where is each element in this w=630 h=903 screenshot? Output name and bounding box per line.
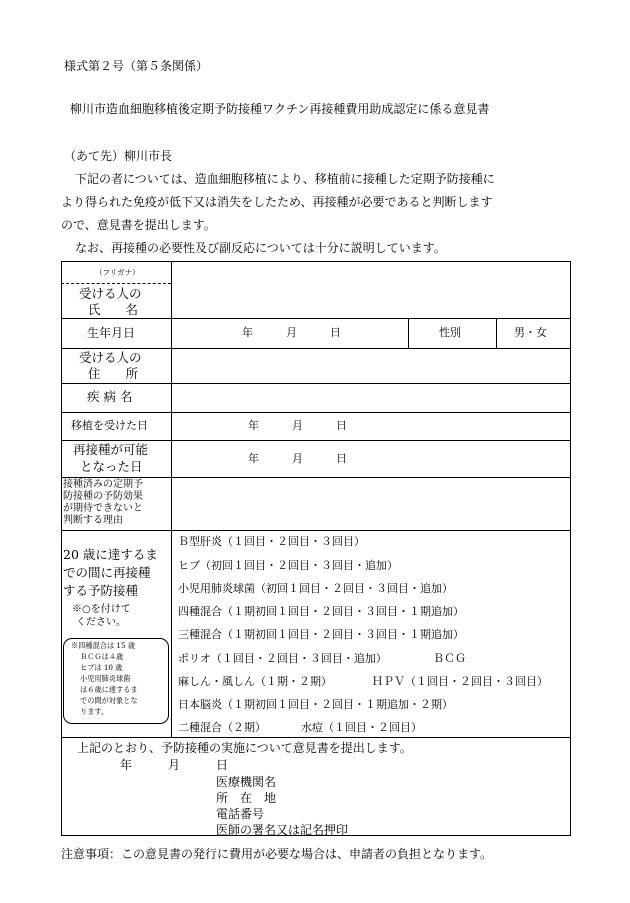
disease-label: 疾 病 名 <box>87 389 133 404</box>
age-note-line1: ※四種混合は 15 歳 <box>71 641 136 650</box>
age-note-line2: ＢＣＧは４歳 <box>80 652 124 661</box>
transplant-date-field[interactable]: 年 月 日 <box>248 419 347 432</box>
name-label-line1: 受ける人の <box>79 286 142 301</box>
age-note-line4: 小児用肺炎球菌 <box>80 674 131 683</box>
intro-line-2: より得られた免疫が低下又は消失をしたため、再接種が必要であると判断します <box>61 195 493 209</box>
institution-name-label: 医療機関名 <box>216 775 277 789</box>
form-number: 様式第２号（第５条関係） <box>64 59 209 73</box>
institution-address-label: 所 在 地 <box>216 791 277 805</box>
name-label-line2: 氏 名 <box>88 302 139 317</box>
furigana-divider <box>61 283 171 284</box>
phone-number-label: 電話番号 <box>216 807 265 821</box>
reason-label-line4: 判断する理由 <box>63 515 123 526</box>
vaccine-option-pneumococcal[interactable]: 小児用肺炎球菌（初回１回目・２回目・３回目・追加） <box>178 582 453 595</box>
vaccine-option-polio[interactable]: ポリオ（１回目・２回目・３回目・追加） <box>178 652 387 665</box>
footer-note: 注意事項：この意見書の発行に費用が必要な場合は、申請者の負担となります。 <box>61 847 493 861</box>
reason-label-line3: が期待できないと <box>63 503 143 514</box>
age-note-line5: は６歳に達するま <box>80 685 138 694</box>
birthdate-field[interactable]: 年 月 日 <box>242 326 341 339</box>
vaccine-option-mr[interactable]: 麻しん・風しん（１期・２期） <box>178 675 332 688</box>
intro-line-4: なお、再接種の必要性及び副反応については十分に説明しています。 <box>75 241 446 255</box>
transplant-date-label: 移植を受けた日 <box>71 419 148 432</box>
doctor-signature-label: 医師の署名又は記名押印 <box>216 823 349 837</box>
reason-label-line1: 接種済みの定期予 <box>63 479 143 490</box>
vaccine-option-varicella[interactable]: 水痘（１回目・２回目） <box>301 721 422 734</box>
address-label-line1: 受ける人の <box>79 350 142 365</box>
vaccine-option-dt[interactable]: 二種混合（２期） <box>178 721 266 734</box>
declaration: 上記のとおり、予防接種の実施について意見書を提出します。 <box>77 741 412 755</box>
birthdate-label: 生年月日 <box>87 326 136 340</box>
sex-field[interactable]: 男・女 <box>514 326 547 339</box>
addressee: （あて先）柳川市長 <box>64 149 173 163</box>
age-note-line6: での間が対象とな <box>80 696 138 705</box>
vaccine-option-dpt-ipv[interactable]: 四種混合（１期初回１回目・２回目・３回目・１期追加） <box>178 605 464 618</box>
vaccine-option-hpv[interactable]: ＨＰＶ（１回目・２回目・３回目） <box>372 675 548 688</box>
revacc-date-label-line1: 再接種が可能 <box>73 442 149 457</box>
age-note-line3: ヒブは 10 歳 <box>80 663 123 672</box>
vaccine-label-line1: 20 歳に達するま <box>63 547 158 562</box>
vaccine-option-dpt[interactable]: 三種混合（１期初回１回目・２回目・３回目・１期追加） <box>178 628 464 641</box>
vaccine-label-line3: する予防接種 <box>63 583 139 598</box>
mark-note-line1: ※○を付けて <box>72 604 131 615</box>
intro-line-3: ので、意見書を提出します。 <box>61 218 216 232</box>
document-title: 柳川市造血細胞移植後定期予防接種ワクチン再接種費用助成認定に係る意見書 <box>70 102 490 116</box>
vaccine-option-je[interactable]: 日本脳炎（１期初回１回目・２回目・１期追加・２期） <box>178 698 453 711</box>
vaccine-label-line2: での間に再接種 <box>63 565 151 580</box>
vaccine-option-hib[interactable]: ヒブ（初回１回目・２回目・３回目・追加） <box>178 559 398 572</box>
furigana-label: （フリガナ） <box>95 268 140 277</box>
age-note-line7: ります。 <box>80 707 109 716</box>
intro-line-1: 下記の者については、造血細胞移植により、移植前に接種した定期予防接種に <box>75 172 495 186</box>
issue-date-field[interactable]: 年 月 日 <box>120 758 229 772</box>
revacc-date-field[interactable]: 年 月 日 <box>248 452 347 465</box>
reason-label-line2: 防接種の予防効果 <box>63 491 143 502</box>
address-label-line2: 住 所 <box>88 366 139 381</box>
mark-note-line2: ください。 <box>76 617 126 628</box>
vaccine-option-bcg[interactable]: ＢＣＧ <box>433 652 466 665</box>
sex-label: 性別 <box>439 326 461 339</box>
revacc-date-label-line2: となった日 <box>80 459 143 474</box>
vaccine-option-hepb[interactable]: Ｂ型肝炎（１回目・２回目・３回目） <box>178 535 365 548</box>
